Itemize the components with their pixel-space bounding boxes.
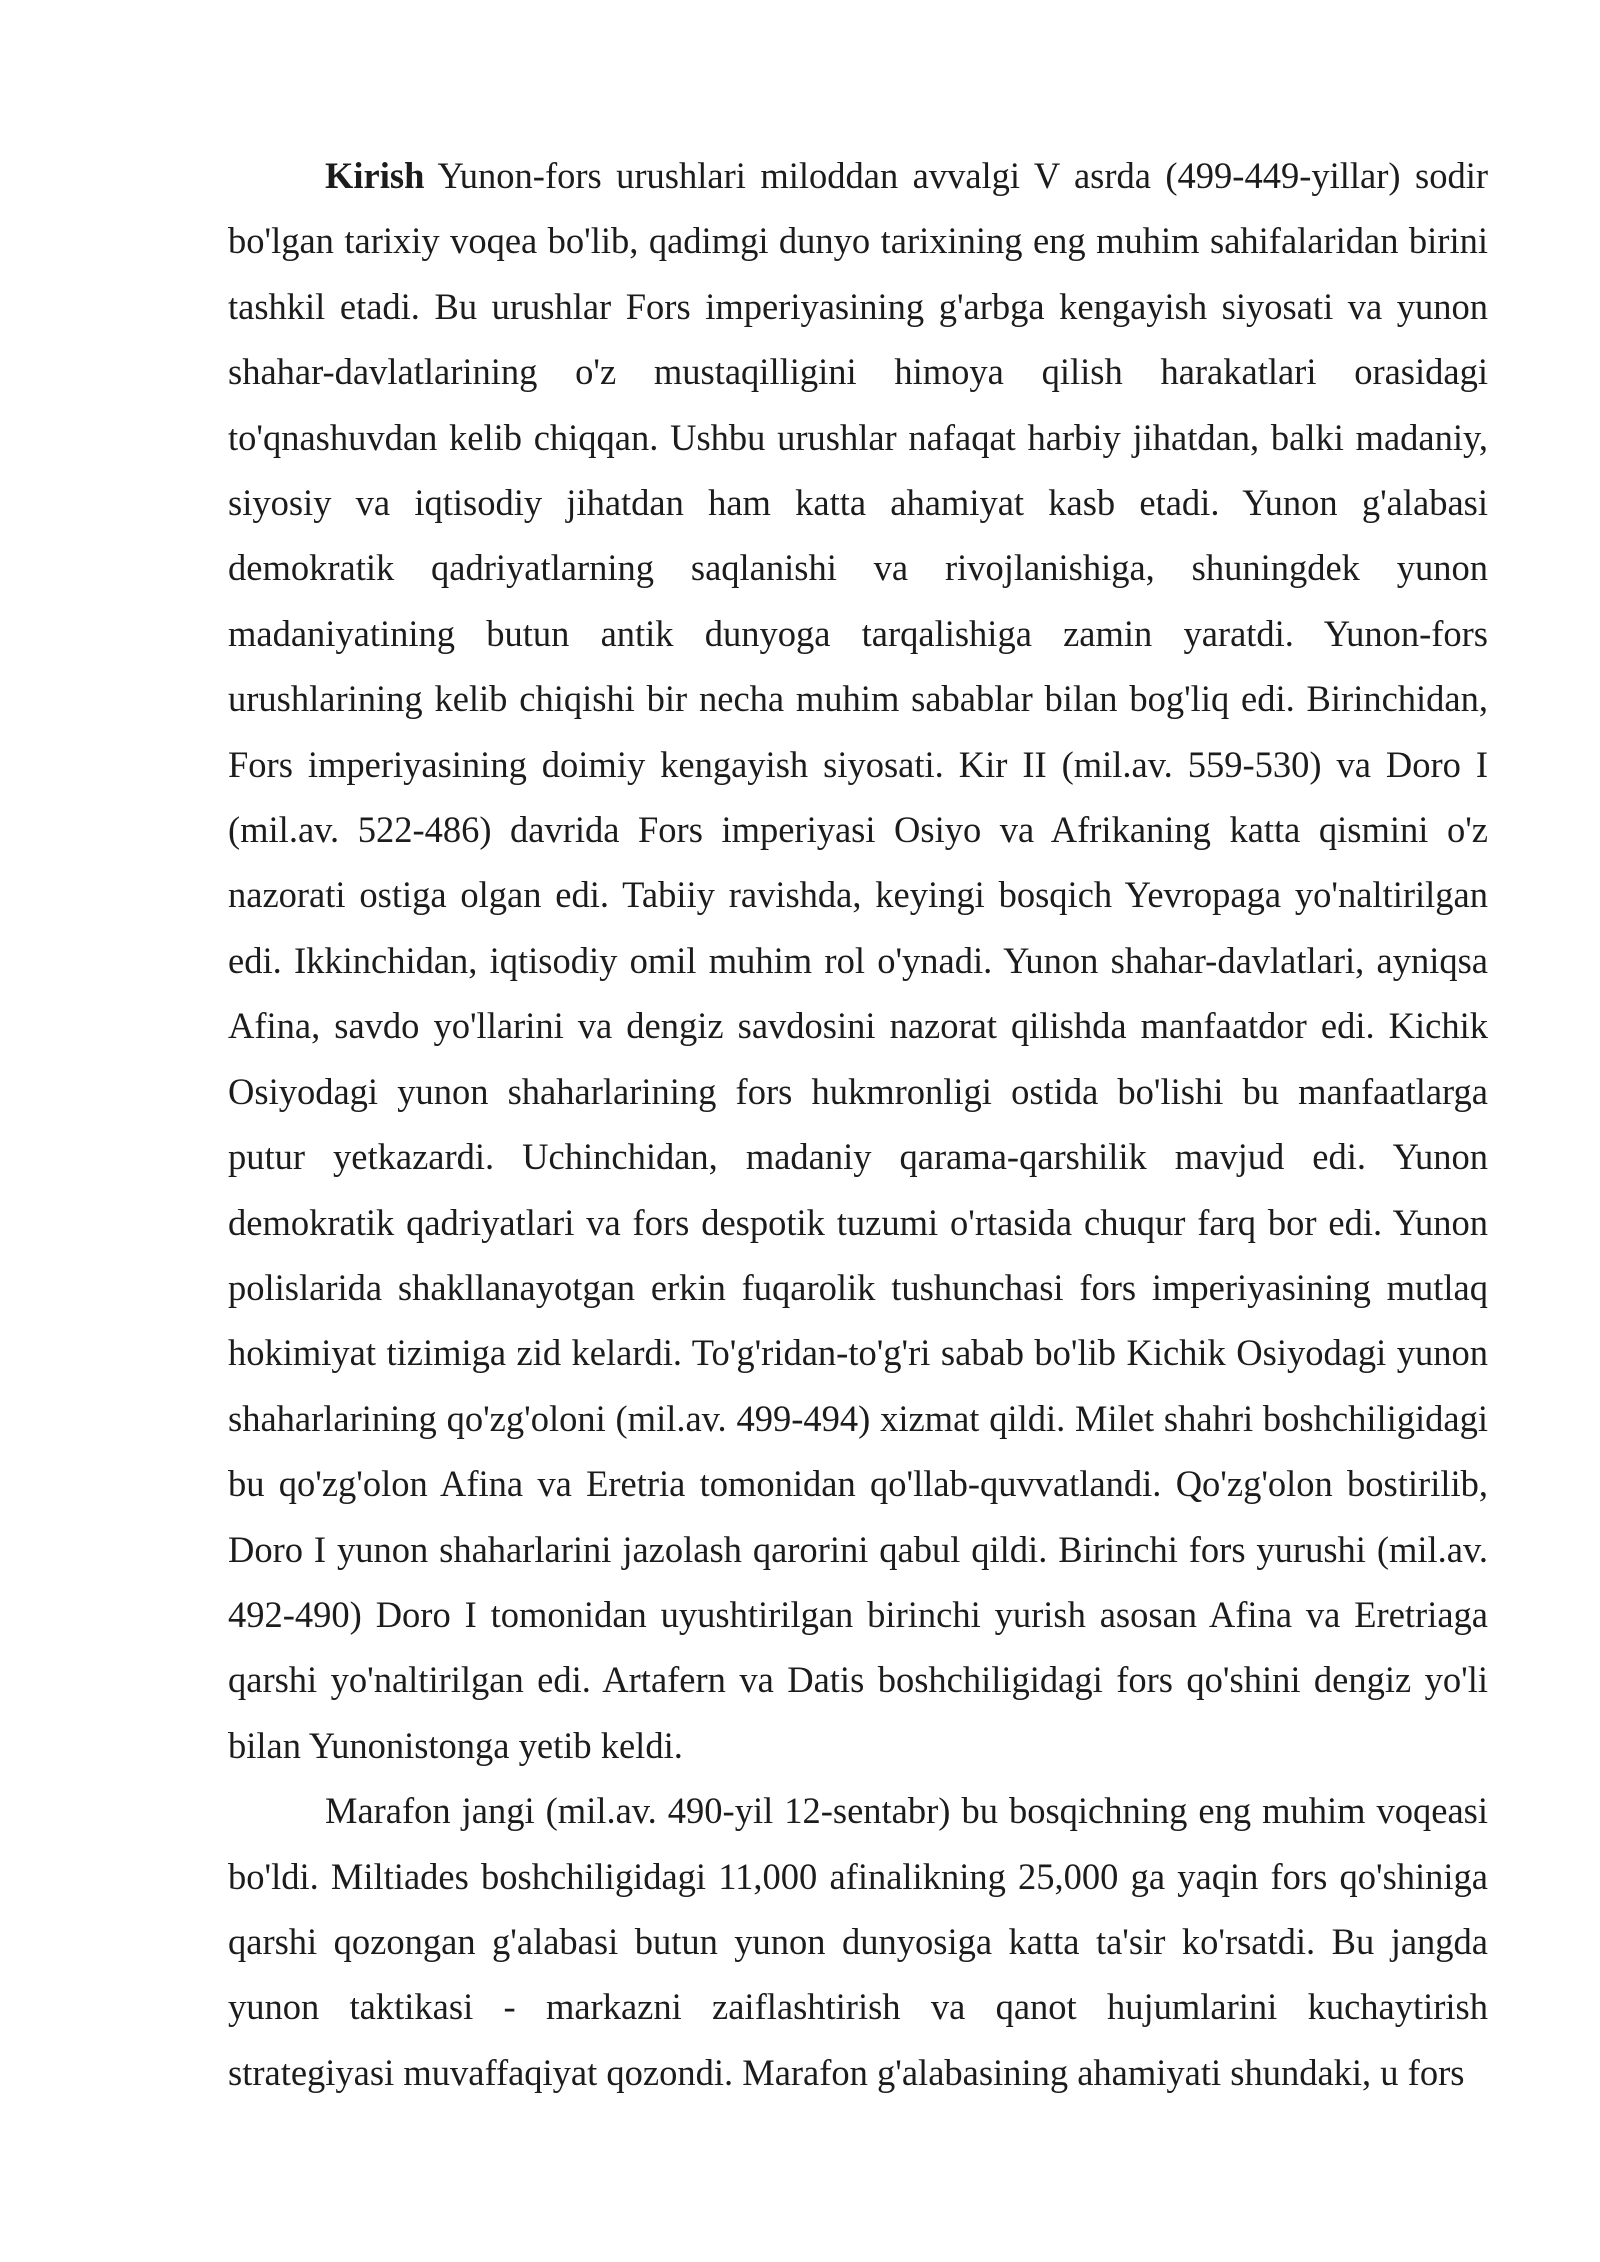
paragraph-introduction bbox=[228, 143, 1488, 1778]
document-body bbox=[228, 143, 1488, 2105]
paragraph-marathon bbox=[228, 1778, 1488, 2105]
paragraph-heading: Kirish bbox=[325, 155, 425, 196]
paragraph-text: Yunon-fors urushlari miloddan avvalgi V asrda (499-449-yillar) sodir bo'lgan tarixiy voqea bo'lib, qadimgi dunyo tarixining eng muhim sahifalaridan birini tashkil etadi. Bu urushlar Fors imperiyasining g'arbga kengayish siyosati va yunon shahar-davlatlarining o'z mustaqilligini himoya qilish harakatlari orasidagi to'qnashuvdan kelib chiqqan. Ushbu urushlar nafaqat harbiy jihatdan, balki madaniy, siyosiy va iqtisodiy jihatdan ham katta ahamiyat kasb etadi. Yunon g'alabasi demokratik qadriyatlarning saqlanishi va rivojlanishiga, shuningdek yunon madaniyatining butun antik dunyoga tarqalishiga zamin yaratdi. Yunon-fors urushlarining kelib chiqishi bir necha muhim sabablar bilan bog'liq edi. Birinchidan, Fors imperiyasining doimiy kengayish siyosati. Kir II (mil.av. 559-530) va Doro I (mil.av. 522-486) davrida Fors imperiyasi Osiyo va Afrikaning katta qismini o'z nazorati ostiga olgan edi. Tabiiy ravishda, keyingi bosqich Yevropaga yo'naltirilgan edi. Ikkinchidan, iqtisodiy omil muhim rol o'ynadi. Yunon shahar-davlatlari, ayniqsa Afina, savdo yo'llarini va dengiz savdosini nazorat qilishda manfaatdor edi. Kichik Osiyodagi yunon shaharlarining fors hukmronligi ostida bo'lishi bu manfaatlarga putur yetkazardi. Uchinchidan, madaniy qarama-qarshilik mavjud edi. Yunon demokratik qadriyatlari va fors despotik tuzumi o'rtasida chuqur farq bor edi. Yunon polislarida shakllanayotgan erkin fuqarolik tushunchasi fors imperiyasining mutlaq hokimiyat tizimiga zid kelardi. To'g'ridan-to'g'ri sabab bo'lib Kichik Osiyodagi yunon shaharlarining qo'zg'oloni (mil.av. 499-494) xizmat qildi. Milet shahri boshchiligidagi bu qo'zg'olon Afina va Eretria tomonidan qo'llab-quvvatlandi. Qo'zg'olon bostirilib, Doro I yunon shaharlarini jazolash qarorini qabul qildi. Birinchi fors yurushi (mil.av. 492-490) Doro I tomonidan uyushtirilgan birinchi yurish asosan Afina va Eretriaga qarshi yo'naltirilgan edi. Artafern va Datis boshchiligidagi fors qo'shini dengiz yo'li bilan Yunonistonga yetib keldi. bbox=[228, 155, 1488, 1766]
paragraph-text: Marafon jangi (mil.av. 490-yil 12-sentabr) bu bosqichning eng muhim voqeasi bo'ldi. Miltiades boshchiligidagi 11,000 afinalikning 25,000 ga yaqin fors qo'shiniga qarshi qozongan g'alabasi butun yunon dunyosiga katta ta'sir ko'rsatdi. Bu jangda yunon taktikasi - markazni zaiflashtirish va qanot hujumlarini kuchaytirish strategiyasi muvaffaqiyat qozondi. Marafon g'alabasining ahamiyati shundaki, u fors bbox=[228, 1790, 1488, 2093]
